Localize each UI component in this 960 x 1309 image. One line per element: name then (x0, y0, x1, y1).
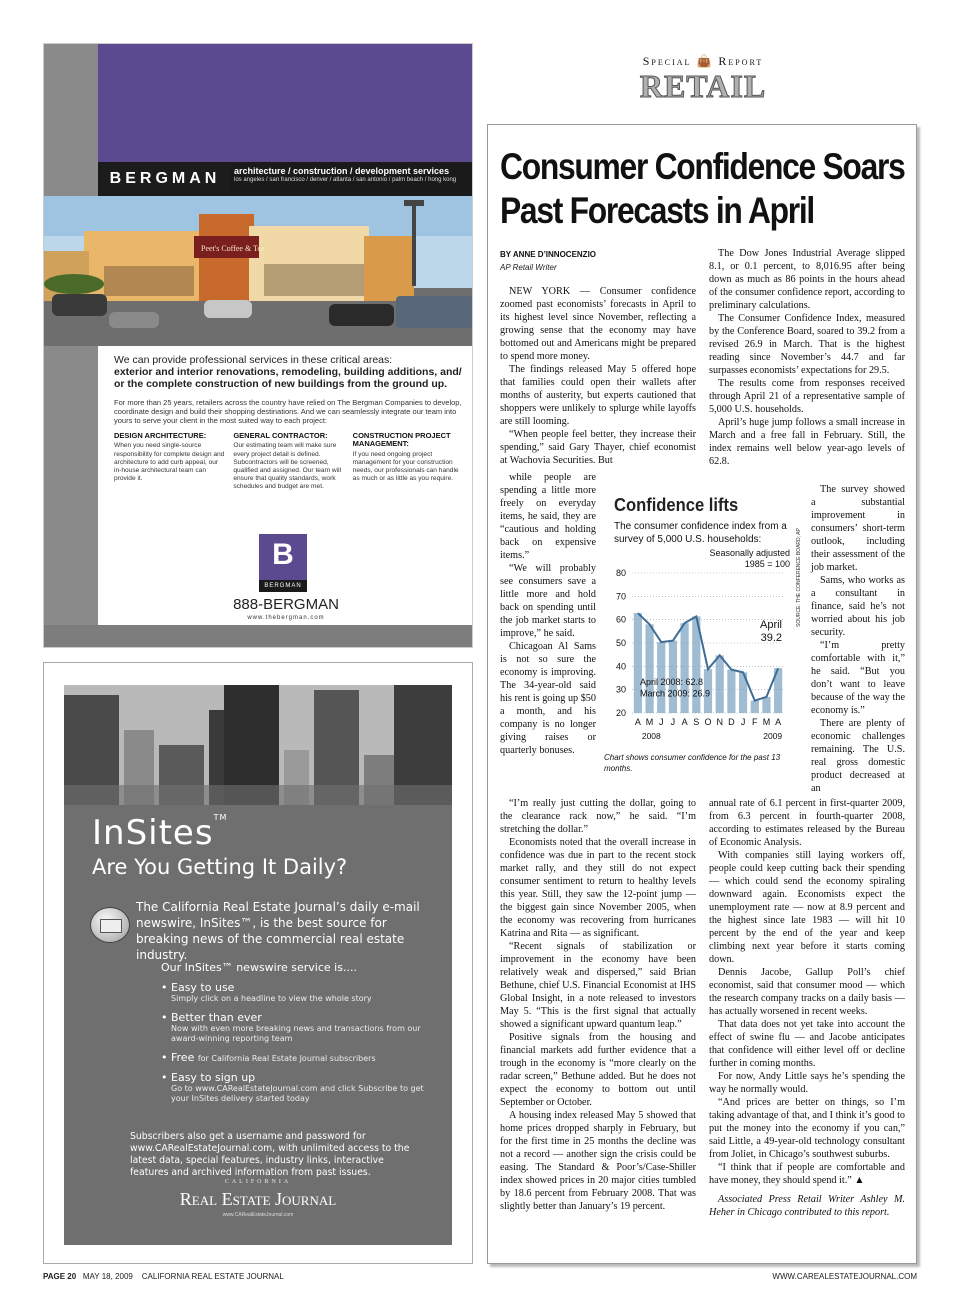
paragraph: A housing index released May 5 showed that home prices dropped sharply in February, but for the first time in 25 months the decline was not a record — another sign the crisis could be easing. The Standard & Poor’s/Case-Shiller index showed prices in 20 major cities tumbled by 18.6 percent from February 2008. That was slightly better than January’s 19 percent. (500, 1110, 696, 1212)
paragraph: “I think that if people are comfortable and have money, they should spend it.” ▲ (709, 1162, 905, 1186)
paragraph: The findings released May 5 offered hope that families could open their wallets after months of austerity, but experts cautioned that shoppers were unlikely to splurge while layoffs are still looming. (500, 364, 696, 427)
headline-line-1: Consumer Confidence Soars (500, 146, 905, 187)
insites-intro: The California Real Estate Journal’s daily e-mail newswire, InSites™, is the best source for breaking news of the commercial real estate industry. (136, 900, 420, 962)
column-2-bottom (709, 797, 905, 1219)
paragraph: “When people feel better, they increase their spending,” said Gary Thayer, chief economist at Wachovia Securities. But (500, 429, 696, 466)
headline (500, 145, 905, 233)
y-tick-label: 60 (615, 614, 626, 625)
year-label: 2009 (763, 731, 783, 741)
x-tick-label: D (728, 717, 735, 727)
insites-title (92, 813, 227, 853)
x-tick-label: N (716, 717, 723, 727)
benefit-heading: • Easy to use (171, 981, 235, 994)
ad-service-columns (114, 432, 464, 492)
column-1-top (500, 285, 696, 467)
annotation-end-label: April (759, 619, 782, 632)
photo-store-sign: Peet's Coffee & Tea (201, 244, 265, 253)
bergman-b-logo (259, 534, 307, 592)
y-tick-label: 30 (615, 684, 626, 695)
x-tick-label: S (693, 717, 700, 727)
column-2-narrow (811, 483, 905, 795)
insites-subtitle: Are You Getting It Daily? (92, 855, 348, 879)
x-tick-label: M (645, 717, 654, 727)
paragraph: April’s huge jump follows a small increase in March and a free fall in February. Still, the index remains well below year-ago levels of 62.8. (709, 417, 905, 467)
y-tick-label: 20 (615, 708, 626, 718)
paragraph: Economists noted that the overall increase in confidence was due in part to the recent stock market rally, and they still do not expect consumer sentiment to return to healthy levels this year. Still, they saw the 12-point jump — the biggest gain since November 2005, when the economy was recovering from hurricanes Katrina and Rita — as significant. (500, 837, 696, 939)
ad-paragraph: For more than 25 years, retailers across the country have relied on The Bergman Companies to develop, coordinate design and build their shopping destinations. And we can seamlessly integrate our team into yours to serve your client in the most suited way to each project: (114, 398, 462, 425)
service-column (233, 432, 344, 492)
ad-phone: 888-BERGMAN (233, 596, 339, 613)
headline-line-2: Past Forecasts in April (500, 190, 814, 231)
bergman-cities: los angeles / san francisco / denver / atlanta / san antonio / palm beach / hong kong (234, 177, 457, 183)
paragraph: That data does not yet take into account the effect of swine flu — and Jacobe anticipates that confidence will either level off or decline further in coming months. (709, 1019, 905, 1069)
confidence-chart (604, 487, 802, 773)
chart-bar (645, 624, 653, 713)
column-1-bottom (500, 797, 696, 1213)
benefit-item (161, 1051, 431, 1064)
x-tick-label: J (670, 717, 676, 727)
bergman-logo: BERGMAN (100, 164, 230, 194)
ad-bottom-band (44, 625, 473, 647)
chart-subtitle: The consumer confidence index from a survey of 5,000 U.S. households: (614, 521, 787, 545)
envelope-icon (90, 907, 130, 943)
article (487, 124, 917, 1264)
paragraph: Positive signals from the housing and financial markets add further evidence that a trough in the economy is “more clearly on the radar screen,” Bethune added. But he does not expect the economy to bottom out until September or October. (500, 1032, 696, 1108)
paragraph: Dennis Jacobe, Gallup Poll’s chief economist, said that consumer mood — which the research company tracks on a daily basis — has actually worsened in recent weeks. (709, 967, 905, 1017)
paragraph: “Recent signals of stabilization or improvement in the economy have been relatively weak and dispersed,” said Brian Bethune, chief U.S. Financial Economist at IHS Global Insight, in a note released to investors May 5. “This is the first signal that actually showed a significant upward quantum leap.” (500, 941, 696, 1030)
publication-name: CALIFORNIA REAL ESTATE JOURNAL (141, 1272, 284, 1281)
paragraph: “I’m really just cutting the dollar, going to the clearance rack now,” he said. “I’m stretching the dollar.” (500, 798, 696, 835)
y-tick-label: 80 (615, 568, 626, 578)
insites-subscriber-note: Subscribers also get a username and password for www.CARealEstateJournal.com, with unlimited access to the latest data, special features, industry links, interactive features and archived information from past issues. (130, 1131, 410, 1178)
kicker-right: Report (718, 54, 764, 68)
publication-url: WWW.CAREALESTATEJOURNAL.COM (772, 1272, 917, 1281)
x-tick-label: F (752, 717, 758, 727)
x-tick-label: A (681, 717, 688, 727)
chart-bar (762, 697, 770, 713)
issue-date: MAY 18, 2009 (82, 1272, 133, 1281)
service-heading: DESIGN ARCHITECTURE: (114, 431, 207, 440)
paragraph: For now, Andy Little says he’s spending the way he normally would. (709, 1071, 905, 1095)
paragraph: NEW YORK — Consumer confidence zoomed past economists’ forecasts in April to its highest level since November, reflecting a growing sense that the economy may have bottomed out and Americans might be prepared to spend more money. (500, 286, 696, 362)
service-heading: GENERAL CONTRACTOR: (233, 431, 328, 440)
benefit-detail: Go to www.CARealEstateJournal.com and click Subscribe to get your InSites delivery started today (171, 1084, 424, 1103)
benefit-heading: Free (171, 1051, 195, 1064)
journal-url: www.CARealEstateJournal.com (222, 1212, 294, 1218)
chart-adjust-note-1: Seasonally adjusted (709, 548, 790, 558)
x-tick-label: J (740, 717, 746, 727)
paragraph: Chicagoan Al Sams is not so sure the economy is improving. The 34-year-old said his rent is going up $50 a month, and his company is no longer giving raises or quarterly bonuses. (500, 641, 596, 756)
bergman-tagline: architecture / construction / development services (234, 166, 450, 176)
ad-lead-services: exterior and interior renovations, remodeling, building additions, and/ or the complete construction of new buildings from the ground up. (114, 366, 462, 390)
annotation-end-value: 39.2 (760, 632, 782, 645)
ad-side-band (44, 44, 98, 648)
y-tick-label: 70 (615, 591, 626, 602)
shopping-center-photo (44, 196, 473, 346)
skyline-photo (64, 685, 452, 805)
service-column (353, 432, 464, 492)
insites-service-intro: Our InSites™ newswire service is.... (161, 961, 357, 974)
y-tick-label: 50 (615, 638, 626, 648)
y-tick-label: 40 (615, 661, 626, 672)
column-2-top (709, 247, 905, 468)
special-report-header (623, 54, 783, 114)
chart-adjust-note-2: 1985 = 100 (744, 559, 790, 569)
year-label: 2008 (641, 731, 661, 741)
benefit-detail: for California Real Estate Journal subscribers (197, 1054, 376, 1063)
page-footer-left (43, 1272, 284, 1281)
service-text: Our estimating team will make sure every project detail is defined. Subcontractors will be screened, qualified and assigned. Our team will ensure that quality standards, work schedules and budget are met. (233, 442, 342, 491)
paragraph: There are plenty of economic challenges remaining. The U.S. real gross domestic product decreased at an (811, 718, 905, 794)
chart-source: SOURCE: THE CONFERENCE BOARD; AP (796, 528, 802, 627)
ad-website: www.thebergman.com (247, 615, 325, 621)
chart-bar (681, 623, 689, 713)
benefit-heading: • Easy to sign up (171, 1071, 256, 1084)
x-tick-label: M (762, 717, 771, 727)
paragraph: “I’m pretty comfortable with it,” he said. “But you don’t want to leave because of the way the economy is.” (811, 640, 905, 716)
kicker-left: Special (642, 54, 692, 68)
benefit-heading-inline (171, 1051, 431, 1064)
trademark: TM (213, 813, 228, 822)
annotation-low: March 2009: 26.9 (640, 688, 711, 699)
paragraph: “And prices are better on things, so I’m taking advantage of that, and I think it’s good to put the money into the economy if you can,” said Little, a 49-year-old technology consultant from Joliet, in Chicago’s southwest suburbs. (709, 1097, 905, 1160)
benefit-detail: Simply click on a headline to view the whole story (171, 994, 372, 1003)
ad-header-panel (98, 44, 473, 164)
x-tick-label: A (775, 717, 782, 727)
chart-bar (727, 670, 735, 713)
insites-advertisement (43, 662, 473, 1264)
benefit-detail: Now with even more breaking news and transactions from our award-winning reporting team (171, 1024, 421, 1043)
service-column (114, 432, 225, 492)
chart-caption: Chart shows consumer confidence for the past 13 months. (604, 753, 781, 773)
ad-body (114, 354, 464, 492)
benefit-item (161, 1071, 431, 1104)
paragraph: The Dow Jones Industrial Average slipped 8.1, or 0.1 percent, to 8,016.95 after being down as much as 86 points in the hours ahead of the consumer confidence report, according to preliminary calculations. (709, 248, 905, 311)
special-report-kicker (623, 54, 783, 69)
x-tick-label: O (704, 717, 712, 727)
column-1-narrow (500, 471, 596, 757)
chart-plot (604, 567, 800, 747)
journal-kicker: CALIFORNIA (224, 1179, 292, 1185)
chart-title: Confidence lifts (614, 495, 739, 515)
paragraph: With companies still laying workers off, people could keep cutting back their spending — which could send the economy spiraling downward again. Economists expect the unemployment rate — now at 8.9 percent and the highest since late 1983 — will hit 10 percent by the end of the year and keep climbing next year before it starts coming down. (709, 850, 905, 965)
service-text: If you need ongoing project management for your construction needs, our professionals can handle as much or as little as you require. (352, 450, 459, 483)
section-title: RETAIL (639, 68, 767, 104)
logo-word: BERGMAN (259, 580, 307, 592)
ad-lead (114, 354, 464, 390)
paragraph: The Consumer Confidence Index, measured by the Conference Board, soared to 39.2 from a revised 26.9 in March. That is the highest reading since November’s 44.7 and far surpasses economists’ expectations for 29.5. (709, 313, 905, 376)
benefit-item (161, 1011, 431, 1044)
insites-panel (64, 685, 452, 1245)
paragraph: Sams, who works as a consultant in finance, said he’s not worried about his job security. (811, 575, 905, 638)
service-text: When you need single-source responsibility for complete design and architecture to add curb appeal, our in-house architectural team can provide it. (114, 442, 225, 483)
chart-bar (751, 701, 759, 713)
contributor-note: Associated Press Retail Writer Ashley M. Heher in Chicago contributed to this report. (709, 1194, 905, 1218)
x-tick-label: A (634, 717, 641, 727)
insites-benefits (161, 981, 431, 1111)
byline-affiliation: AP Retail Writer (500, 263, 557, 272)
paragraph: The results come from responses received through April 21 of a representative sample of 5,000 U.S. households. (709, 378, 905, 415)
bergman-advertisement (43, 43, 473, 648)
byline: BY ANNE D’INNOCENZIO (500, 250, 597, 259)
chart-bar (716, 655, 724, 713)
journal-logo: Real Estate Journal (179, 1189, 337, 1209)
ad-lead-intro: We can provide professional services in these critical areas: (114, 354, 393, 366)
paragraph: while people are spending a little more freely on everyday items, he said, they are “cautious and holding back on expensive items.” (500, 472, 596, 561)
annotation-start: April 2008: 62.8 (640, 677, 704, 687)
x-tick-label: J (658, 717, 664, 727)
paragraph: annual rate of 6.1 percent in first-quarter 2009, from 6.3 percent in fourth-quarter 2008, according to estimates released by the Bureau of Economic Analysis. (709, 798, 905, 848)
insites-title-text: InSites (92, 813, 214, 853)
paragraph: The survey showed a substantial improvement in consumers’ short-term outlook, including their assessment of the job market. (811, 484, 905, 573)
page-number: PAGE 20 (43, 1272, 77, 1281)
service-heading: CONSTRUCTION PROJECT MANAGEMENT: (352, 431, 451, 449)
logo-letter: B (272, 538, 294, 571)
benefit-item (161, 981, 431, 1004)
paragraph: “We will probably see consumers save a little more and hold back on spending until the job market starts to improve,” he said. (500, 563, 596, 639)
bag-icon: 👜 (696, 54, 714, 68)
benefit-heading: • Better than ever (171, 1011, 262, 1024)
